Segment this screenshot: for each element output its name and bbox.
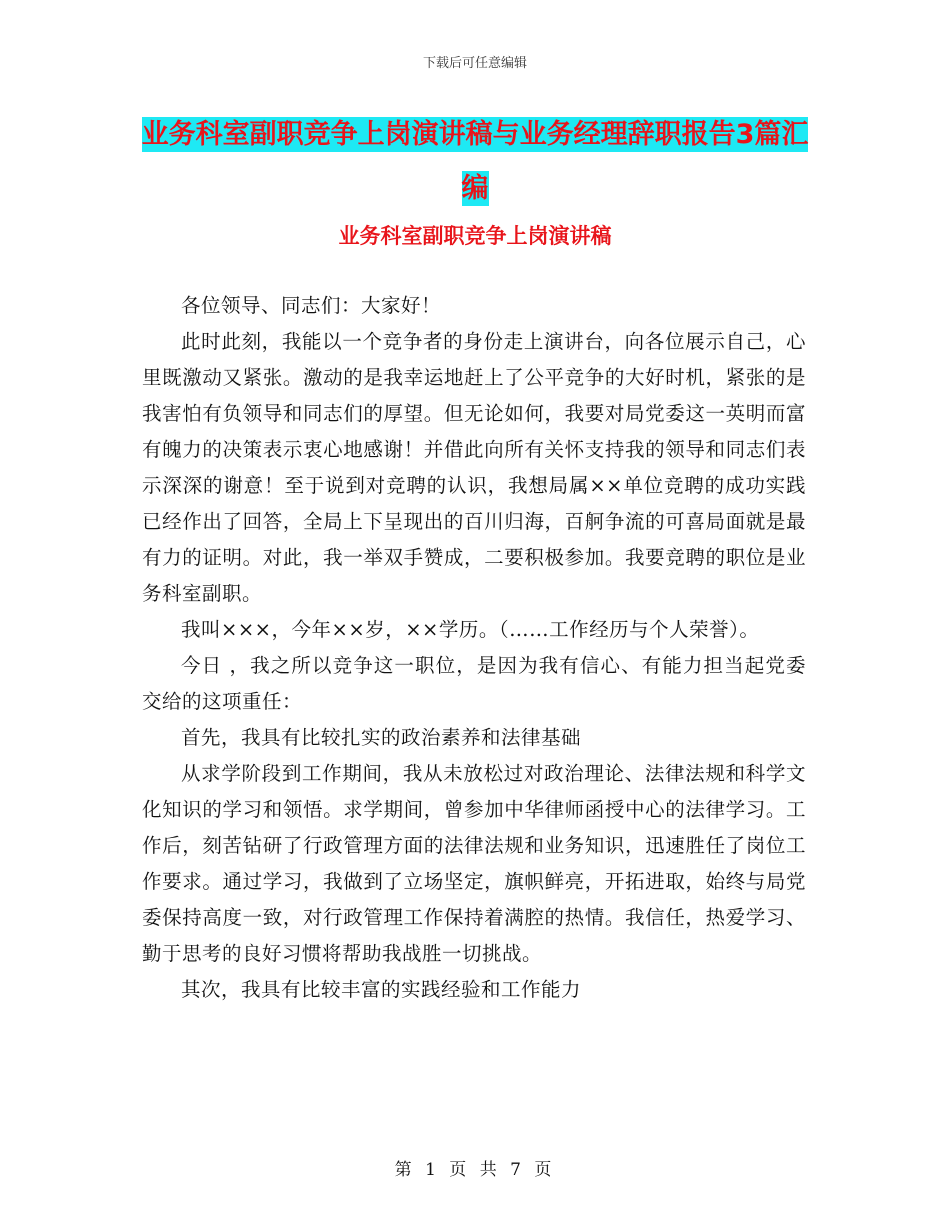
paragraph-greeting: 各位领导、同志们：大家好！ [181,294,442,317]
paragraph-point-one-heading: 首先，我具有比较扎实的政治素养和法律基础 [181,726,582,749]
document-body [142,288,806,1008]
paragraph-self-intro: 我叫×××，今年××岁，××学历。（……工作经历与个人荣誉）。 [181,618,760,641]
document-title-text: 业务科室副职竞争上岗演讲稿与业务经理辞职报告3篇汇编 [141,119,809,204]
paragraph-opening: 此时此刻，我能以一个竞争者的身份走上演讲台，向各位展示自己，心里既激动又紧张。激动的是我幸运地赶上了公平竞争的大好时机，紧张的是我害怕有负领导和同志们的厚望。但无论如何，我要对局党委这一英明而富有魄力的决策表示衷心地感谢！并借此向所有关怀支持我的领导和同志们表示深深的谢意！至于说到对竞聘的认识，我想局属××单位竞聘的成功实践已经作出了回答，全局上下呈现出的百川归海，百舸争流的可喜局面就是最有力的证明。对此，我一举双手赞成，二要积极参加。我要竞聘的职位是业务科室副职。 [142,330,806,605]
document-title [140,108,810,216]
paragraph-point-one-body: 从求学阶段到工作期间，我从未放松过对政治理论、法律法规和科学文化知识的学习和领悟。求学期间，曾参加中华律师函授中心的法律学习。工作后，刻苦钻研了行政管理方面的法律法规和业务知识，迅速胜任了岗位工作要求。通过学习，我做到了立场坚定，旗帜鲜亮，开拓进取，始终与局党委保持高度一致，对行政管理工作保持着满腔的热情。我信任，热爱学习、勤于思考的良好习惯将帮助我战胜一切挑战。 [142,762,806,965]
paragraph-reason: 今日 ，我之所以竞争这一职位，是因为我有信心、有能力担当起党委交给的这项重任： [142,654,806,713]
section-title: 业务科室副职竞争上岗演讲稿 [338,224,612,248]
page-header-note: 下载后可任意编辑 [422,56,527,71]
paragraph-point-two-heading: 其次，我具有比较丰富的实践经验和工作能力 [181,978,582,1001]
page-number: 第 1 页 共 7 页 [394,1160,556,1180]
